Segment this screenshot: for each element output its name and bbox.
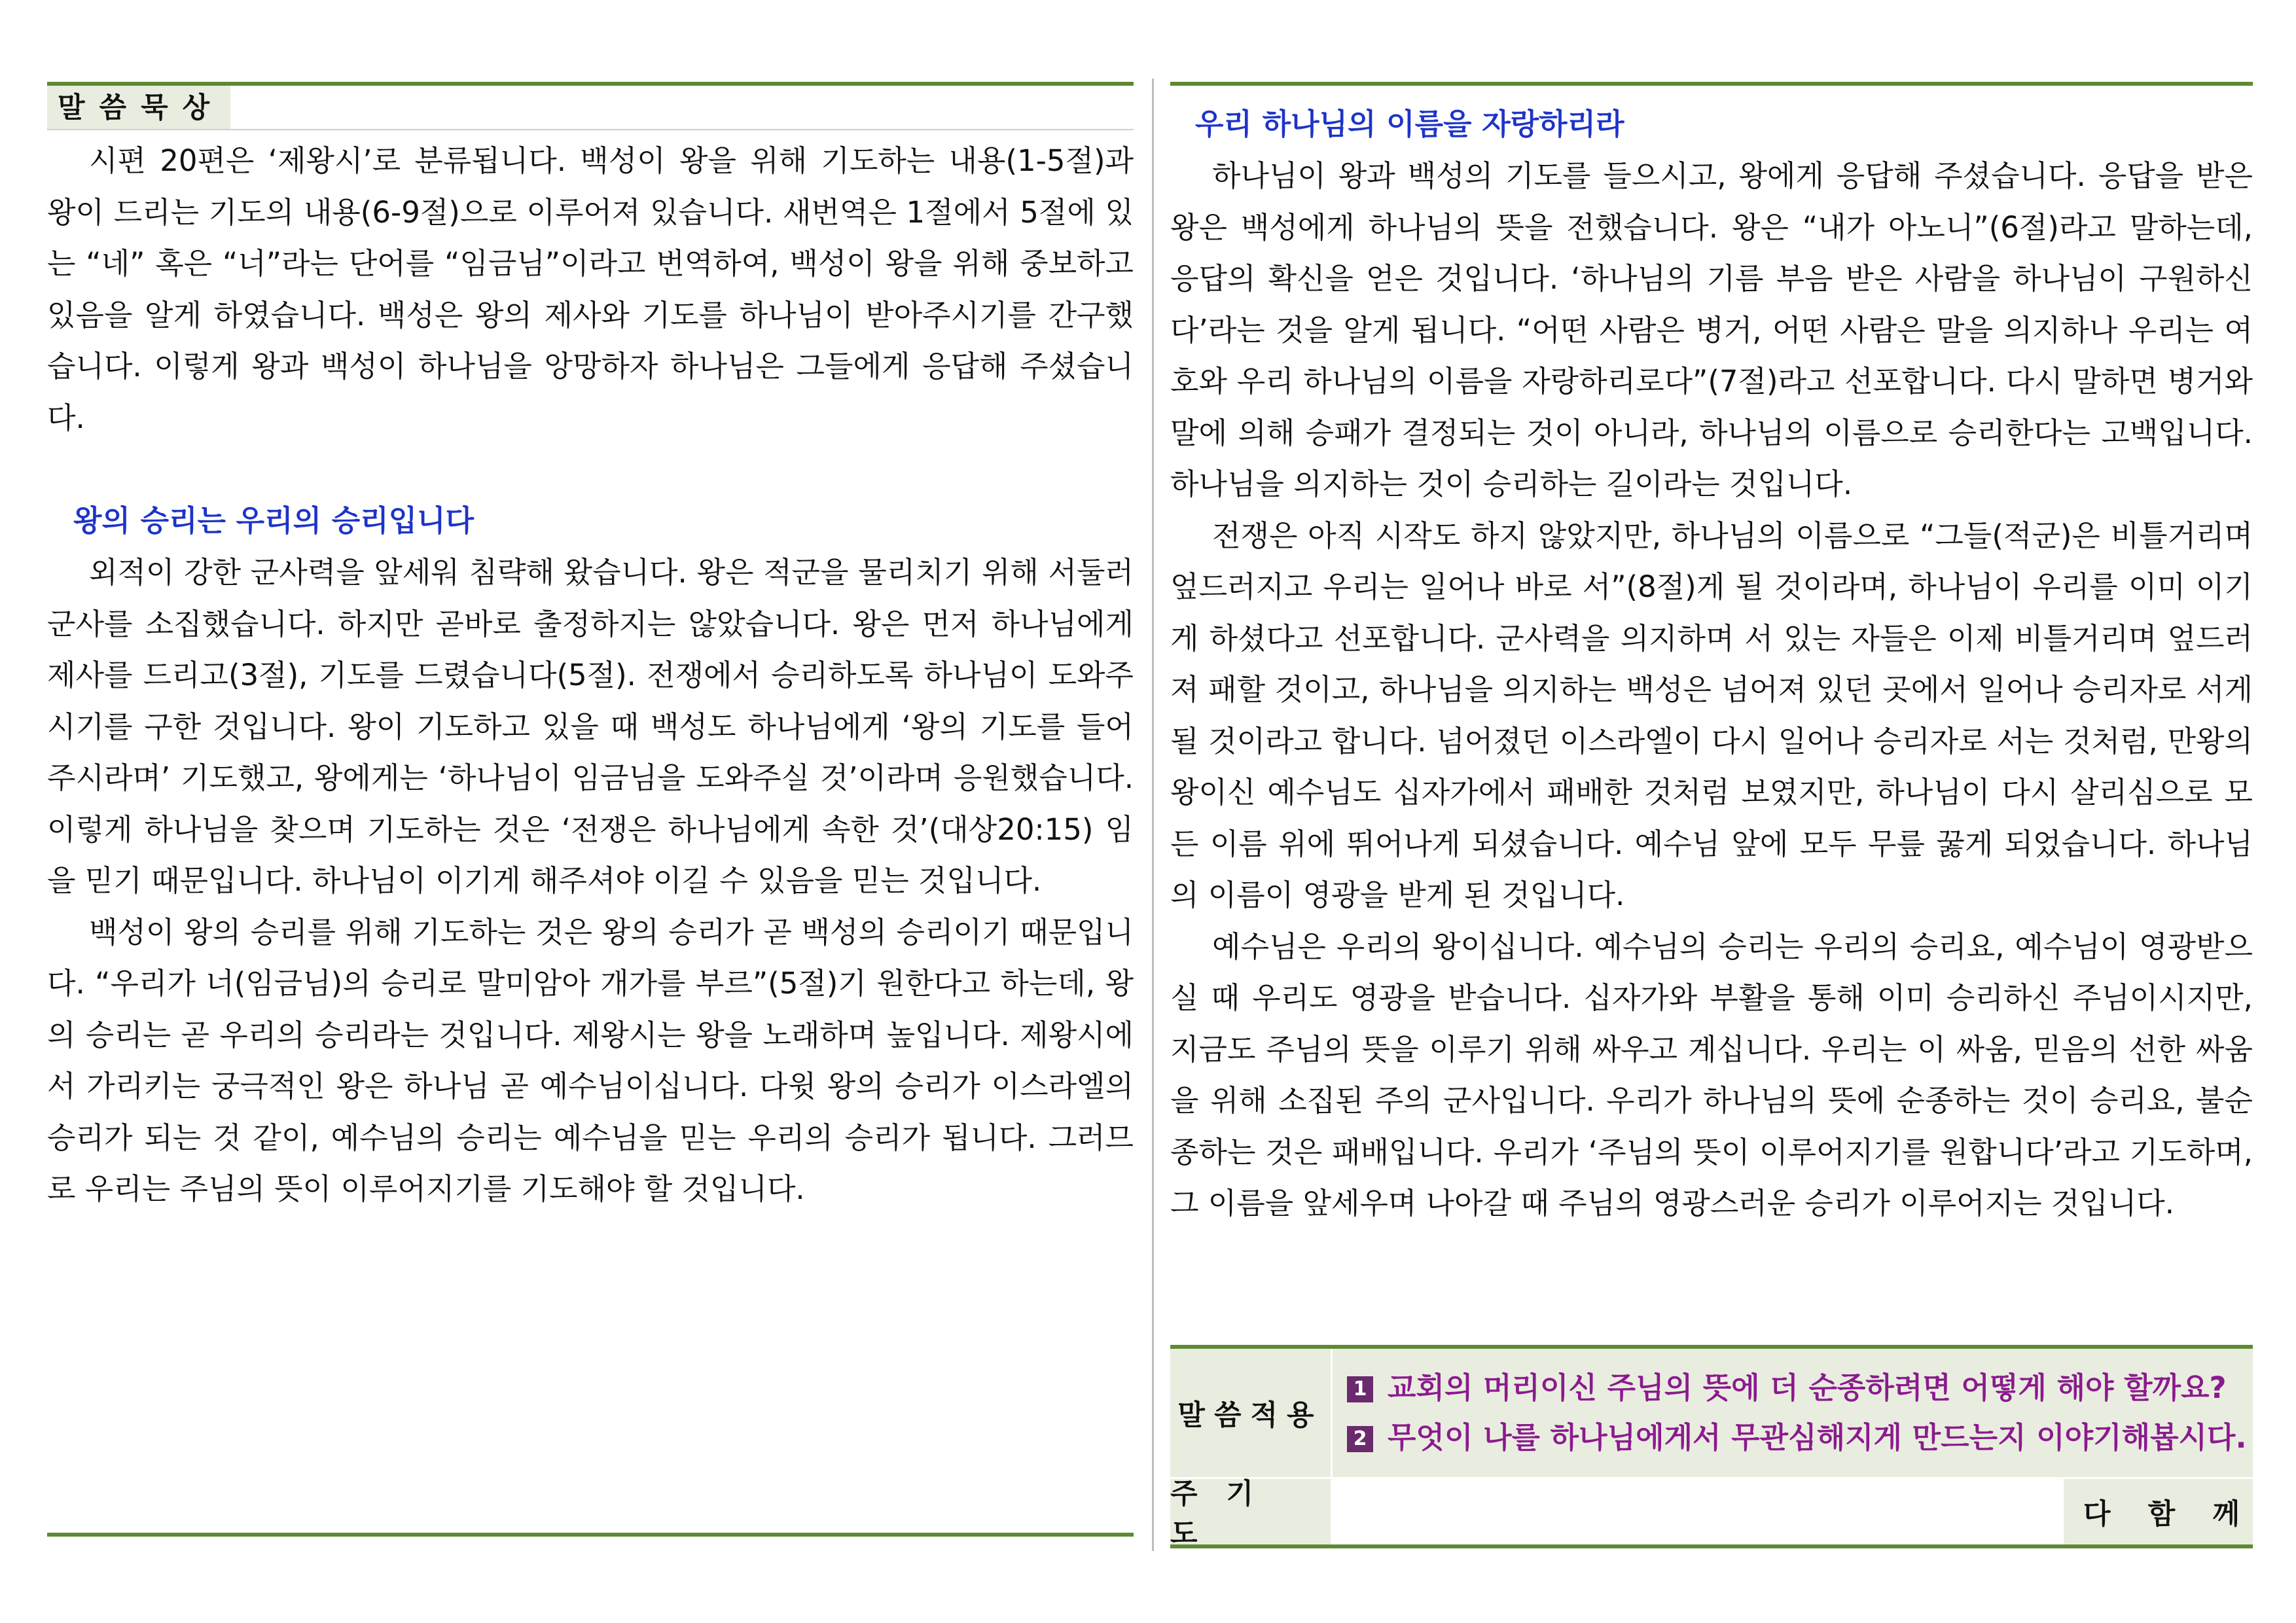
question-number-badge: 2 [1347,1426,1373,1452]
together-cell [2062,1479,2253,1544]
left-section-title: 왕의 승리는 우리의 승리입니다 [73,503,475,538]
prayer-row [1170,1479,2253,1548]
lords-prayer-label: 주기도 [1170,1479,1333,1544]
question-text: 교회의 머리이신 주님의 뜻에 더 순종하려면 어떻게 해야 할까요? [1388,1370,2227,1405]
application-table [1170,1345,2253,1548]
together-char: 다 [2083,1497,2111,1531]
right-paragraph-2: 전쟁은 아직 시작도 하지 않았지만, 하나님의 이름으로 “그들(적군)은 비틀거리며 엎드러지고 우리는 일어나 바로 서”(8절)게 될 것이라며, 하나님이 우리를 이미 이기게 하셨다고 선포합니다. 군사력을 의지하며 서 있는 자들은 이제 비틀거리며 엎드러져 패할 것이고, 하나님을 의지하는 백성은 넘어져 있던 곳에서 일어나 승리자로 서게 될 것이라고 합니다. 넘어졌던 이스라엘이 다시 일어나 승리자로 서는 것처럼, 만왕의 왕이신 예수님도 십자가에서 패배한 것처럼 보였지만, 하나님이 다시 살리심으로 모든 이름 위에 뛰어나게 되셨습니다. 예수님 앞에 모두 무릎 꿇게 되었습니다. 하나님의 이름이 영광을 받게 된 것입니다. [1170,518,2253,912]
together-char: 함 [2147,1497,2176,1531]
column-divider [1152,79,1154,1551]
top-rule-right [1170,82,2253,86]
meditation-heading: 말씀묵상 [47,86,230,130]
together-char: 께 [2212,1497,2240,1531]
question-item [1347,1363,2253,1413]
right-paragraph-1: 하나님이 왕과 백성의 기도를 들으시고, 왕에게 응답해 주셨습니다. 응답을 받은 왕은 백성에게 하나님의 뜻을 전했습니다. 왕은 “내가 아노니”(6절)라고 말하는데, 응답의 확신을 얻은 것입니다. ‘하나님의 기름 부음 받은 사람을 하나님이 구원하신다’라는 것을 알게 됩니다. “어떤 사람은 병거, 어떤 사람은 말을 의지하나 우리는 여호와 우리 하나님의 이름을 자랑하리로다”(7절)라고 선포합니다. 다시 말하면 병거와 말에 의해 승패가 결정되는 것이 아니라, 하나님의 이름으로 승리한다는 고백입니다. 하나님을 의지하는 것이 승리하는 길이라는 것입니다. [1170,158,2253,501]
bottom-rule-left [47,1533,1134,1537]
application-questions [1333,1349,2253,1477]
intro-paragraph: 시편 20편은 ‘제왕시’로 분류됩니다. 백성이 왕을 위해 기도하는 내용(1-5절)과 왕이 드리는 기도의 내용(6-9절)으로 이루어져 있습니다. 새번역은 1절에서 5절에 있는 “네” 혹은 “너”라는 단어를 “임금님”이라고 번역하여, 백성이 왕을 위해 중보하고 있음을 알게 하였습니다. 백성은 왕의 제사와 기도를 하나님이 받아주시기를 간구했습니다. 이렇게 왕과 백성이 하나님을 앙망하자 하나님은 그들에게 응답해 주셨습니다. [47,143,1134,435]
prayer-blank-cell [1333,1479,2062,1544]
question-item [1347,1413,2253,1463]
application-row [1170,1345,2253,1479]
right-section-title: 우리 하나님의 이름을 자랑하리라 [1195,107,1624,141]
tag-underline [47,129,1134,130]
application-label: 말씀적용 [1170,1349,1333,1477]
question-number-badge: 1 [1347,1376,1373,1402]
left-paragraph-1: 외적이 강한 군사력을 앞세워 침략해 왔습니다. 왕은 적군을 물리치기 위해 서둘러 군사를 소집했습니다. 하지만 곧바로 출정하지는 않았습니다. 왕은 먼저 하나님에게 제사를 드리고(3절), 기도를 드렸습니다(5절). 전쟁에서 승리하도록 하나님이 도와주시기를 구한 것입니다. 왕이 기도하고 있을 때 백성도 하나님에게 ‘왕의 기도를 들어주시라며’ 기도했고, 왕에게는 ‘하나님이 임금님을 도와주실 것’이라며 응원했습니다. 이렇게 하나님을 찾으며 기도하는 것은 ‘전쟁은 하나님에게 속한 것’(대상20:15) 임을 믿기 때문입니다. 하나님이 이기게 해주셔야 이길 수 있음을 믿는 것입니다. [47,555,1134,898]
question-text: 무엇이 나를 하나님에게서 무관심해지게 만드는지 이야기해봅시다. [1388,1420,2247,1455]
left-column [47,86,1134,1215]
right-paragraph-3: 예수님은 우리의 왕이십니다. 예수님의 승리는 우리의 승리요, 예수님이 영광받으실 때 우리도 영광을 받습니다. 십자가와 부활을 통해 이미 승리하신 주님이시지만, 지금도 주님의 뜻을 이루기 위해 싸우고 계십니다. 우리는 이 싸움, 믿음의 선한 싸움을 위해 소집된 주의 군사입니다. 우리가 하나님의 뜻에 순종하는 것이 승리요, 불순종하는 것은 패배입니다. 우리가 ‘주님의 뜻이 이루어지기를 원합니다’라고 기도하며, 그 이름을 앞세우며 나아갈 때 주님의 영광스러운 승리가 이루어지는 것입니다. [1170,929,2253,1221]
left-paragraph-2: 백성이 왕의 승리를 위해 기도하는 것은 왕의 승리가 곧 백성의 승리이기 때문입니다. “우리가 너(임금님)의 승리로 말미암아 개가를 부르”(5절)기 원한다고 하는데, 왕의 승리는 곧 우리의 승리라는 것입니다. 제왕시는 왕을 노래하며 높입니다. 제왕시에서 가리키는 궁극적인 왕은 하나님 곧 예수님이십니다. 다윗 왕의 승리가 이스라엘의 승리가 되는 것 같이, 예수님의 승리는 예수님을 믿는 우리의 승리가 됩니다. 그러므로 우리는 주님의 뜻이 이루어지기를 기도해야 할 것입니다. [47,914,1134,1206]
right-column [1170,98,2253,1230]
